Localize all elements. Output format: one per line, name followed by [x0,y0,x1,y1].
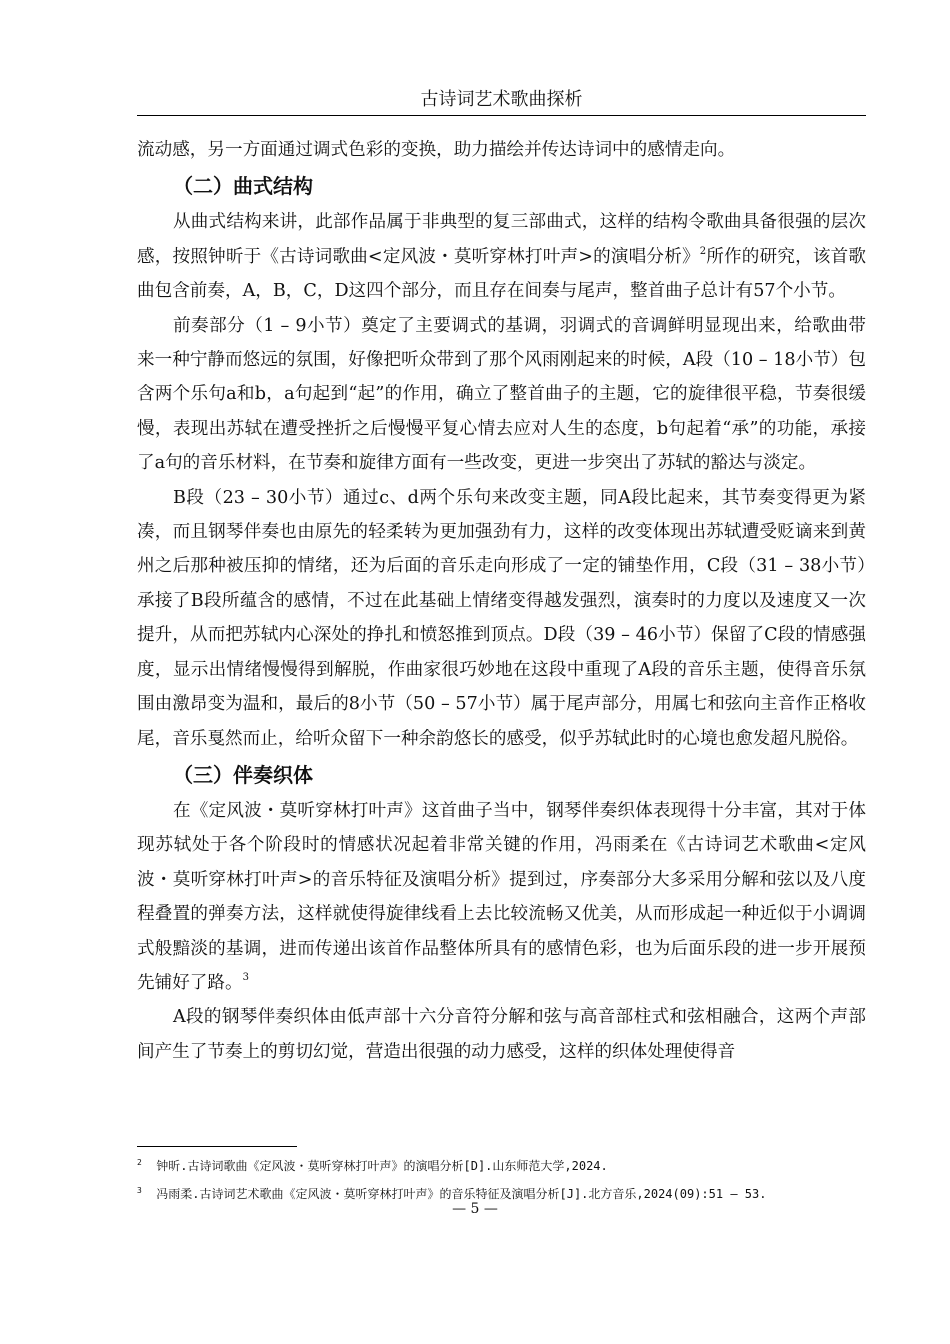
footnote-mark: 2 [137,1158,142,1167]
paragraph-b-c-d-sections: B段（23 – 30小节）通过c、d两个乐句来改变主题，同A段比起来，其节奏变得更为紧凑，而且钢琴伴奏也由原先的轻柔转为更加强劲有力，这样的改变体现出苏轼遭受贬谪来到黄州之后那种被压抑的情绪，还为后面的音乐走向形成了一定的铺垫作用，C段（31 – 38小节）承接了B段所蕴含的感情，不过在此基础上情绪变得越发强烈，演奏时的力度以及速度又一次提升，从而把苏轼内心深处的挣扎和愤怒推到顶点。D段（39 – 46小节）保留了C段的情感强度，显示出情绪慢慢得到解脱，作曲家很巧妙地在这段中重现了A段的音乐主题，使得音乐氛围由激昂变为温和，最后的8小节（50 – 57小节）属于尾声部分，用属七和弦向主音作正格收尾，音乐戛然而止，给听众留下一种余韵悠长的感受，似乎苏轼此时的心境也愈发超凡脱俗。 [137,487,866,749]
footnote-ref-3[interactable]: 3 [242,971,249,983]
footnote-2 [137,1158,866,1174]
paragraph-continued: 流动感，另一方面通过调式色彩的变换，助力描绘并传达诗词中的感情走向。 [137,140,736,160]
footnote-rule [137,1146,297,1147]
footnote-text: 钟昕.古诗词歌曲《定风波・莫听穿林打叶声》的演唱分析[D].山东师范大学,2024. [156,1159,608,1173]
paragraph-form-structure [137,205,866,308]
paragraph-text: 在《定风波・莫听穿林打叶声》这首曲子当中，钢琴伴奏织体表现得十分丰富，其对于体现苏轼处于各个阶段时的情感状况起着非常关键的作用，冯雨柔在《古诗词艺术歌曲<定风波・莫听穿林打叶声>的音乐特征及演唱分析》提到过，序奏部分大多采用分解和弦以及八度程叠置的弹奏方法，这样就使得旋律线看上去比较流畅又优美，从而形成起一种近似于小调调式般黯淡的基调，进而传递出该首作品整体所具有的感情色彩，也为后面乐段的进一步开展预先铺好了路。 [137,800,866,993]
running-header-title: 古诗词艺术歌曲探析 [420,89,583,110]
section-heading-accompaniment: （三）伴奏织体 [173,762,313,787]
footnote-mark: 3 [137,1186,142,1195]
paragraph-prelude-a-section: 前奏部分（1 – 9小节）奠定了主要调式的基调，羽调式的音调鲜明显现出来，给歌曲带来一种宁静而悠远的氛围，好像把听众带到了那个风雨刚起来的时候，A段（10 – 18小节）包含两个乐句a和b，a句起到“起”的作用，确立了整首曲子的主题，它的旋律很平稳，节奏很缓慢，表现出苏轼在遭受挫折之后慢慢平复心情去应对人生的态度，b句起着“承”的功能，承接了a句的音乐材料，在节奏和旋律方面有一些改变，更进一步突出了苏轼的豁达与淡定。 [137,315,866,474]
page-number: — 5 — [452,1201,498,1217]
paragraph-text: 从曲式结构来讲，此部作品属于非典型的复三部曲式，这样的结构令歌曲具备很强的层次感，按照钟昕于《古诗词歌曲<定风波・莫听穿林打叶声>的演唱分析》 [137,212,866,267]
header-rule [137,115,866,116]
paragraph-a-section-texture: A段的钢琴伴奏织体由低声部十六分音符分解和弦与高音部柱式和弦相融合，这两个声部间产生了节奏上的剪切幻觉，营造出很强的动力感受，这样的织体处理使得音 [137,1007,866,1062]
section-heading-form-structure: （二）曲式结构 [173,174,313,199]
footnote-ref-2[interactable]: 2 [699,245,707,257]
body-text [137,133,866,1069]
footnote-text: 冯雨柔.古诗词艺术歌曲《定风波・莫听穿林打叶声》的音乐特征及演唱分析[J].北方音乐,2024(09):51 – 53. [156,1187,767,1201]
paragraph-accompaniment [137,794,866,1000]
paragraph-text: 所作的研究，该首歌曲包含前奏，A，B，C，D这四个部分，而且存在间奏与尾声，整首曲子总计有57个小节。 [137,246,866,302]
